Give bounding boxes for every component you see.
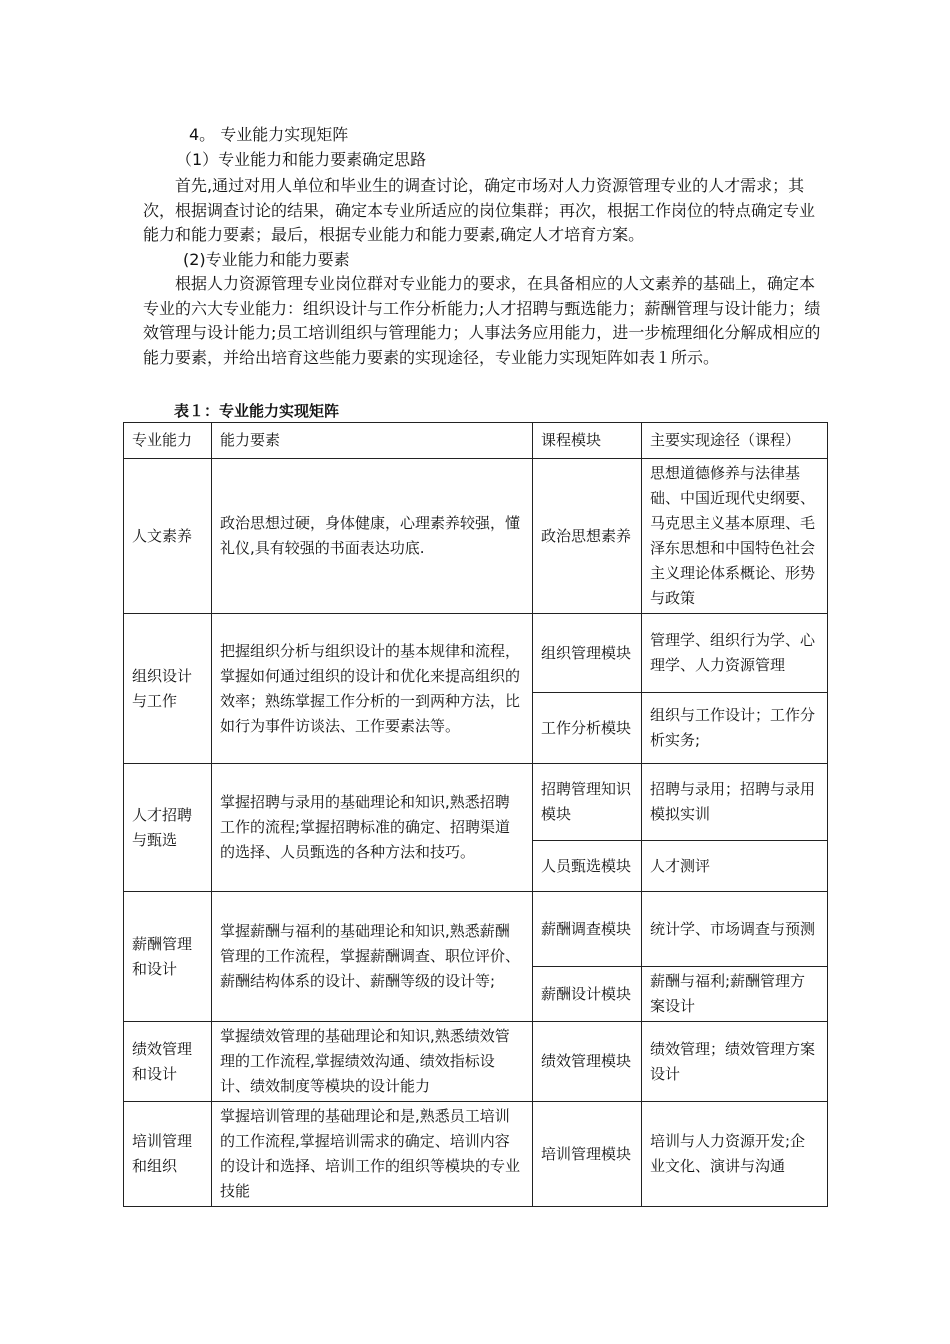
elements-cell: 政治思想过硬，身体健康，心理素养较强，懂礼仪,具有较强的书面表达功底. bbox=[212, 459, 533, 614]
table-caption: 表１：专业能力实现矩阵 bbox=[174, 402, 340, 420]
elements-cell: 掌握招聘与录用的基础理论和知识,熟悉招聘工作的流程;掌握招聘标准的确定、招聘渠道的选择、人员甄选的各种方法和技巧。 bbox=[212, 764, 533, 892]
header-ability: 专业能力 bbox=[124, 423, 212, 459]
courses-cell: 培训与人力资源开发;企业文化、演讲与沟通 bbox=[642, 1102, 828, 1207]
ability-cell: 培训管理和组织 bbox=[124, 1102, 212, 1207]
subsection-2-title: (2)专业能力和能力要素 bbox=[183, 250, 350, 269]
elements-cell: 掌握绩效管理的基础理论和知识,熟悉绩效管理的工作流程,掌握绩效沟通、绩效指标设计、绩效制度等模块的设计能力 bbox=[212, 1022, 533, 1102]
courses-cell: 组织与工作设计；工作分析实务; bbox=[642, 693, 828, 764]
module-cell: 招聘管理知识模块 bbox=[533, 764, 642, 841]
table-row bbox=[124, 1022, 828, 1102]
elements-cell: 掌握培训管理的基础理论和是,熟悉员工培训的工作流程,掌握培训需求的确定、培训内容的设计和选择、培训工作的组织等模块的专业技能 bbox=[212, 1102, 533, 1207]
ability-cell: 人文素养 bbox=[124, 459, 212, 614]
courses-cell: 绩效管理；绩效管理方案设计 bbox=[642, 1022, 828, 1102]
table-row bbox=[124, 764, 828, 841]
elements-cell: 把握组织分析与组织设计的基本规律和流程，掌握如何通过组织的设计和优化来提高组织的效率；熟练掌握工作分析的一到两种方法，比如行为事件访谈法、工作要素法等。 bbox=[212, 614, 533, 764]
module-cell: 绩效管理模块 bbox=[533, 1022, 642, 1102]
section-title: 4。 专业能力实现矩阵 bbox=[189, 125, 349, 144]
table-row bbox=[124, 1102, 828, 1207]
ability-cell: 薪酬管理和设计 bbox=[124, 892, 212, 1022]
table-row bbox=[124, 459, 828, 614]
subsection-1-paragraph: 首先,通过对用人单位和毕业生的调查讨论，确定市场对人力资源管理专业的人才需求；其次，根据调查讨论的结果，确定本专业所适应的岗位集群；再次，根据工作岗位的特点确定专业能力和能力要素；最后，根据专业能力和能力要素,确定人才培育方案。 bbox=[143, 176, 816, 245]
ability-cell: 绩效管理和设计 bbox=[124, 1022, 212, 1102]
table-header-row bbox=[124, 423, 828, 459]
ability-cell: 组织设计与工作 bbox=[124, 614, 212, 764]
module-cell: 政治思想素养 bbox=[533, 459, 642, 614]
courses-cell: 薪酬与福利;薪酬管理方案设计 bbox=[642, 967, 828, 1022]
subsection-2-paragraph: 根据人力资源管理专业岗位群对专业能力的要求，在具备相应的人文素养的基础上，确定本专业的六大专业能力：组织设计与工作分析能力;人才招聘与甄选能力；薪酬管理与设计能力；绩效管理与设计能力;员工培训组织与管理能力；人事法务应用能力，进一步梳理细化分解成相应的能力要素，并给出培育这些能力要素的实现途径，专业能力实现矩阵如表１所示。 bbox=[143, 274, 821, 367]
header-courses: 主要实现途径（课程） bbox=[642, 423, 828, 459]
ability-cell: 人才招聘与甄选 bbox=[124, 764, 212, 892]
module-cell: 组织管理模块 bbox=[533, 614, 642, 693]
module-cell: 人员甄选模块 bbox=[533, 841, 642, 892]
module-cell: 薪酬调查模块 bbox=[533, 892, 642, 967]
courses-cell: 管理学、组织行为学、心理学、人力资源管理 bbox=[642, 614, 828, 693]
module-cell: 工作分析模块 bbox=[533, 693, 642, 764]
courses-cell: 统计学、市场调查与预测 bbox=[642, 892, 828, 967]
ability-matrix-table bbox=[123, 422, 828, 1207]
module-cell: 薪酬设计模块 bbox=[533, 967, 642, 1022]
header-module: 课程模块 bbox=[533, 423, 642, 459]
courses-cell: 招聘与录用；招聘与录用模拟实训 bbox=[642, 764, 828, 841]
table-row bbox=[124, 892, 828, 967]
courses-cell: 人才测评 bbox=[642, 841, 828, 892]
subsection-1-title: （1）专业能力和能力要素确定思路 bbox=[176, 150, 427, 169]
module-cell: 培训管理模块 bbox=[533, 1102, 642, 1207]
elements-cell: 掌握薪酬与福利的基础理论和知识,熟悉薪酬管理的工作流程，掌握薪酬调查、职位评价、薪酬结构体系的设计、薪酬等级的设计等; bbox=[212, 892, 533, 1022]
courses-cell: 思想道德修养与法律基础、中国近现代史纲要、马克思主义基本原理、毛泽东思想和中国特色社会主义理论体系概论、形势与政策 bbox=[642, 459, 828, 614]
table-row bbox=[124, 614, 828, 693]
header-elements: 能力要素 bbox=[212, 423, 533, 459]
